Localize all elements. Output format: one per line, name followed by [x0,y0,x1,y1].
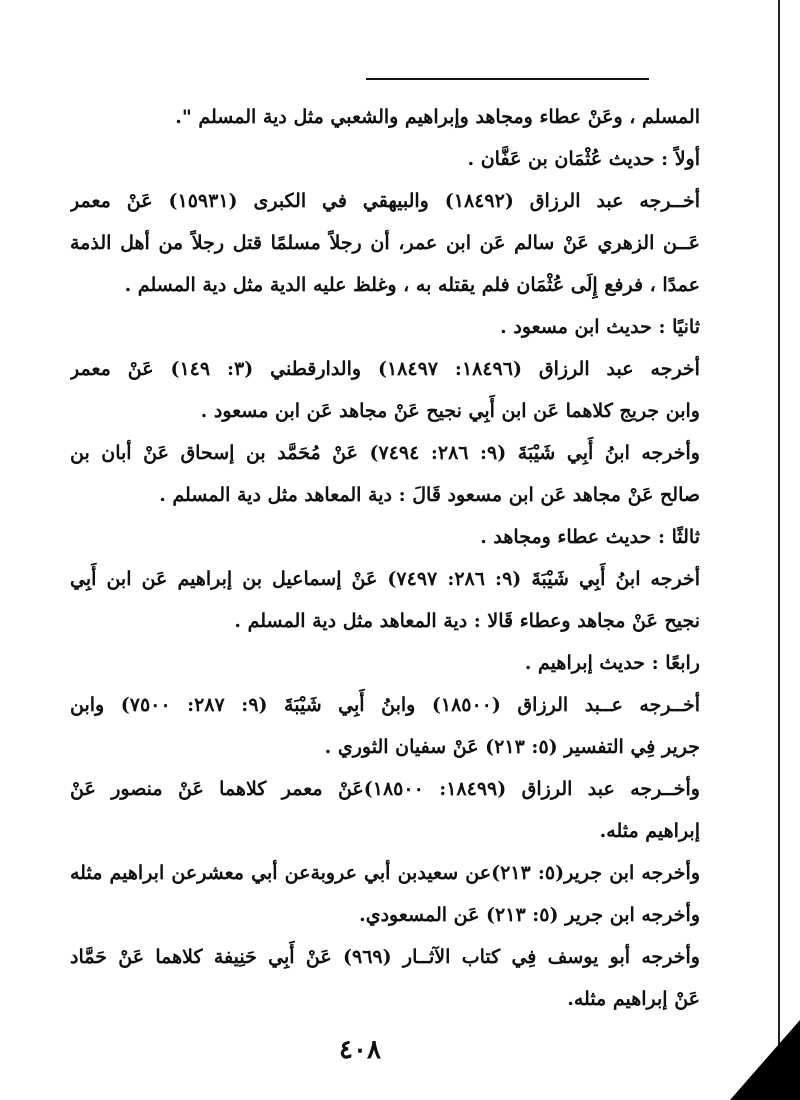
text-line: رابعًا : حديث إبراهيم . [524,652,700,674]
text-line: وأخرجه ابنُ أَبِي شَيْبَةَ (٩: ٢٨٦: ٧٤٩٤) عَنْ مُحَمَّد بن إسحاق عَنْ أبان بن [70,442,700,464]
text-line: وأخرجه ابن جرير(٥: ٢١٣)عن سعيدبن أبي عروبةعن أبي معشرعن ابراهيم مثله [70,862,700,884]
text-line: عمدًا ، فرفع إِلَى عُثْمَان فلم يقتله به ، وغلظ عليه الدية مثل دية المسلم . [124,274,700,296]
text-line: أخــرجه عــبد الرزاق (١٨٥٠٠) وابنُ أَبِي شَيْبَةَ (٩: ٢٨٧: ٧٥٠٠) وابن [70,694,700,716]
page-text-body [70,96,700,1020]
text-line: المسلم ، وعَنْ عطاء ومجاهد وإبراهيم والشعبي مثل دية المسلم ". [175,106,700,128]
text-line: عَــن الزهري عَنْ سالم عَن ابن عمر، أن رجلاً مسلمًا قتل رجلاً من أهل الذمة [70,232,700,254]
text-line: وأخــرجه عبد الرزاق (١٨٤٩٩: ١٨٥٠٠)عَنْ معمر كلاهما عَنْ منصور عَنْ [70,778,700,800]
text-line: وأخرجه ابن جرير (٥: ٢١٣) عَن المسعودي. [359,904,700,926]
text-line: صالح عَنْ مجاهد عَن ابن مسعود قَالَ : دية المعاهد مثل دية المسلم . [159,484,700,506]
text-line: ثالثًا : حديث عطاء ومجاهد . [480,526,700,548]
text-line: وأخرجه أبو يوسف فِي كتاب الآثــار (٩٦٩) عَنْ أَبِي حَنِيفة كلاهما عَنْ حَمَّاد [70,946,700,968]
text-line: إبراهيم مثله. [599,820,700,842]
text-line: ثانيًا : حديث ابن مسعود . [500,316,700,338]
text-line: أخرجه ابنُ أَبِي شَيْبَةَ (٩: ٢٨٦: ٧٤٩٧) عَنْ إسماعيل بن إبراهيم عَن ابن أَبِي [70,568,700,590]
text-line: أولاً : حديث عُثْمَان بن عَفَّان . [467,148,700,170]
text-line: أخــرجه عبد الرزاق (١٨٤٩٢) والبيهقي في الكبرى (١٥٩٣١) عَنْ معمر [70,190,700,212]
text-line: عَنْ إبراهيم مثله. [567,988,700,1010]
text-line: جرير فِي التفسير (٥: ٢١٣) عَنْ سفيان الثوري . [324,736,700,758]
footnote-separator-rule [366,78,649,80]
text-line: نجيح عَنْ مجاهد وعطاء قَالا : دية المعاهد مثل دية المسلم . [234,610,700,632]
text-line: وابن جريج كلاهما عَن ابن أَبِي نجيح عَنْ مجاهد عَن ابن مسعود . [200,400,700,422]
text-line: أخرجه عبد الرزاق (١٨٤٩٦: ١٨٤٩٧) والدارقطني (٣: ١٤٩) عَنْ معمر [70,358,700,380]
page-curl-corner [700,1000,800,1100]
page-number: ٤٠٨ [339,1035,381,1065]
page-edge-line [778,0,780,1100]
